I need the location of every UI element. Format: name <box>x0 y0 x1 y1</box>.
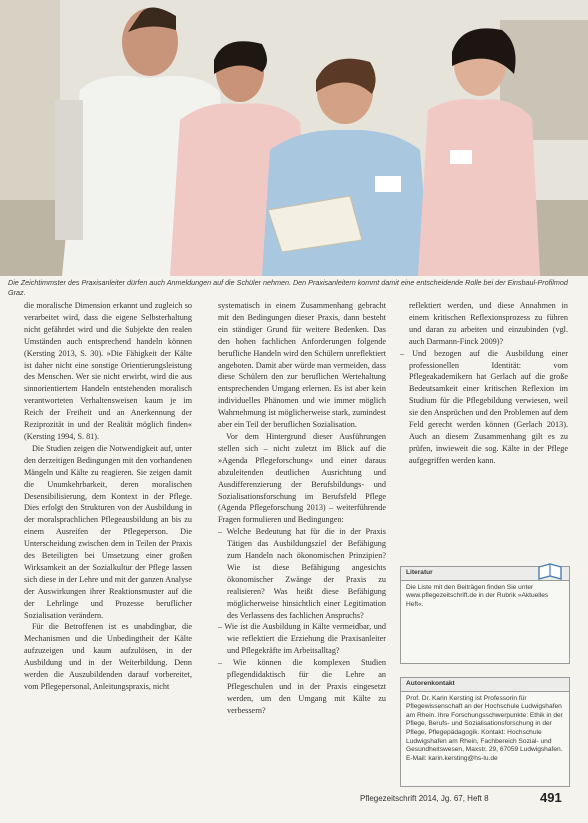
text-column-3 <box>400 300 568 467</box>
paragraph: Die Studien zeigen die Notwendigkeit auf, unter den derzeitigen Bedingungen mit den vorhandenen Mängeln und Kälte zu reagieren. Sie zeigen damit die Unumkehrbarkeit, deren moralischen Desensibilisierung, dem Kontext in der Pflege. Dies erfolgt den Strukturen von der Ausbildung in der moralsprachlichen Pflegeausbildung an bis zu einem Ausreifen der Pflegeperson. Die Unterscheidung zwischen dem in Teilen der Praxis des Beteiligten bei Umsetzung einer großen Wirksamkeit an der Sozialkultur der Pflege lassen sich diese in der Lehre und mit der ganzen Analyse der Auswirkungen ihrer Reaktionsmuster auf die der Lehrlinge und Prozesse beruflicher Sozialisation verändern. <box>24 443 192 620</box>
text-column-1 <box>24 300 192 693</box>
author-contact-text: Prof. Dr. Karin Kersting ist Professorin für Pflegewissenschaft an der Hochschule Ludwigshafen am Rhein. Ihre Forschungsschwerpunkte: Ethik in der Pflege, Berufs- und Sozialisationsforschung in der Pflege, Pflegepädagogik. Kontakt: Hochschule Ludwigshafen am Rhein, Fachbereich Sozial- und Gesundheitswesen, Maxstr. 29, 67059 Ludwigshafen. E-Mail: karin.kersting@hs-lu.de <box>406 694 563 762</box>
list-item: – Wie ist die Ausbildung in Kälte vermeidbar, und wie reflektiert die Erziehung die Praxisanleiter und Pflegekräfte im Arbeitsalltag? <box>218 622 386 656</box>
literature-heading: Literatur <box>401 567 569 581</box>
page-number: 491 <box>540 790 562 805</box>
author-contact-box <box>400 677 570 787</box>
list-item: – Und bezogen auf die Ausbildung einer professionellen Identität: vom Pflegeakademikern hat Gerlach auf die große Bedeutsamkeit einer kritischen Reflexion im Studium für die Pflegebildung verwiesen, weil sie den Ansprüchen und den Problemen auf dem Feld gerecht werden können (Gerlach 2013). Auch an diesem Zusammenhang gilt es zu prüfen, inwieweit die sog. Kälte in der Pflege aufgegriffen werden kann. <box>400 348 568 465</box>
list-item: – Wie können die komplexen Studien pflegendidaktisch für die Lehre an Pflegeschulen und in der Praxis eingesetzt werden, um den Umgang mit Kälte zu verbessern? <box>218 658 386 715</box>
author-contact-heading: Autorenkontakt <box>401 678 569 692</box>
photo-illustration <box>0 0 588 276</box>
literature-box <box>400 566 570 664</box>
list-item: – Welche Bedeutung hat für die in der Praxis Tätigen das Ausbildungsziel der Befähigung zum Handeln nach ökonomischen Prinzipien? Wie ist diese Befähigung angesichts ökonomischer Zwänge der Praxis zu realisieren? Was heißt diese Befähigung möglicherweise hinsichtlich einer Legitimation des Verlassens des fachlichen Anspruchs? <box>218 527 386 620</box>
paragraph: Vor dem Hintergrund dieser Ausführungen stellen sich – nicht zuletzt im Blick auf die »Agenda Pflegeforschung« und einer daraus abzuleitenden deutlichen Ausrichtung und Ausdifferenzierung der Berufsbildungs- und Sozialisationsforschung im Berufsfeld Pflege (Agenda Pflegeforschung 2013) – weiterführende Fragen formulieren und Bedingungen: <box>218 431 386 525</box>
literature-text: Die Liste mit den Beiträgen finden Sie unter www.pflegezeitschrift.de in der Rubrik »Aktuelles Heft«. <box>406 583 549 608</box>
paragraph: Für die Betroffenen ist es unabdingbar, die Mechanismen und die Unbedingtheit der Kälte aufzuzeigen und kaum aufzulösen, in der Ausbildung und in der Weiterbildung. Denn werden die Auszubildenden darauf vorbereitet, vom Pflegepersonal, Anleitungspraxis, nicht <box>24 622 192 691</box>
question-list <box>400 348 568 467</box>
text-column-2 <box>218 300 386 717</box>
photo-caption: Die Zeichtimmster des Praxisanleiter dürfen auch Anmeldungen auf die Schüler nehmen. Den Praxisanleitern kommt damit eine entscheidende Rolle bei der Einsbaul-Profilmod Graz. <box>8 278 568 297</box>
paragraph: systematisch in einem Zusammenhang gebracht mit den Bedingungen dieser Praxis, dann besteht ein ständiger Grund für weitere Bedenken. Das den hohen fachlichen Anforderungen folgende berufliche Handeln wird den Schülern unreflektiert angeboten. Damit aber würde man vermeiden, dass diese Schülern den zur beruflichen Wertehaltung entsprechenden Umgang erlernen. Es ist aber kein individuelles Phänomen und wie immer möglich Wahrnehmung ist möglicherweise stark, zumindest aber ein Teil der beruflichen Sozialisation. <box>218 301 386 430</box>
paragraph: reflektiert werden, und diese Annahmen in einem kritischen Reflexionsprozess zu führen und daran zu arbeiten und einzubinden (vgl. auch Darmann-Finck 2009)? <box>409 301 568 346</box>
paragraph: die moralische Dimension erkannt und zugleich so verarbeitet wird, dass die eigene Selbsterhaltung nicht gefährdet wird und die Subjekte den realen Umständen auch entsprechend handeln können (Kersting 2013, S. 30). »Die Fähigkeit der Kälte ist daher nicht eine sonstige Orientierungsleistung des Menschen. Wer sie nicht erwirbt, wird die aus sinnorientiertem Handeln entstehenden moralisch verantworteten Verhaltensweisen kaum je im Reich der Freiheit und an Anerkennung der Reziprozität in und der Realität möglich finden« (Kersting 1994, S. 81). <box>24 301 192 441</box>
nurses-photo <box>0 0 588 276</box>
question-list <box>218 526 386 717</box>
book-icon <box>537 561 563 585</box>
journal-reference: Pflegezeitschrift 2014, Jg. 67, Heft 8 <box>360 794 489 803</box>
